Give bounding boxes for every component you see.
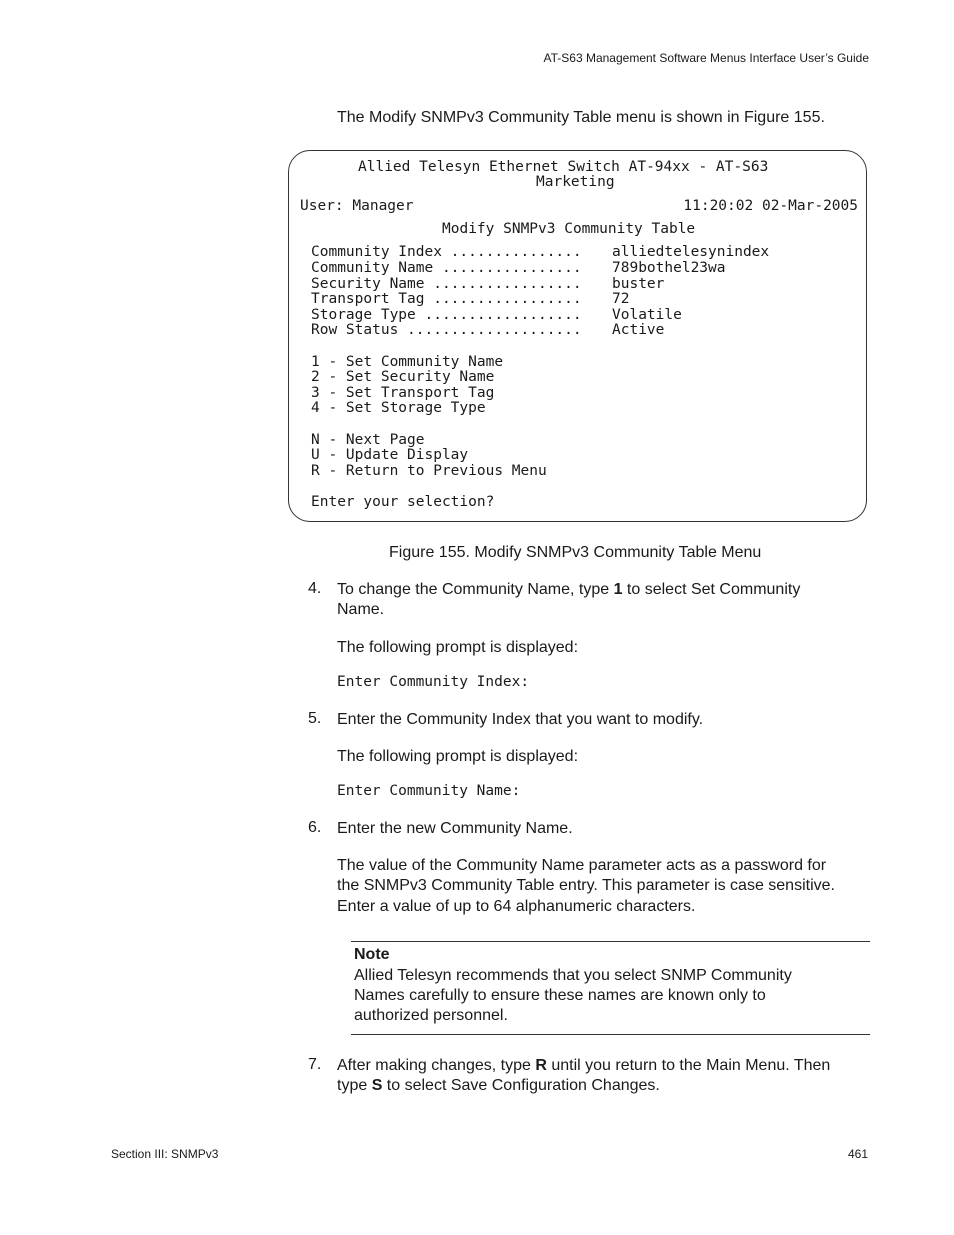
note-line: Allied Telesyn recommends that you select SNMP Community [354,967,792,984]
field-label: Row Status .................... [311,322,582,338]
nav-option[interactable]: U - Update Display [311,447,469,463]
note-line: Names carefully to ensure these names are known only to [354,987,766,1004]
nav-option[interactable]: R - Return to Previous Menu [311,463,547,479]
step-4-text-part: To change the Community Name, type [337,581,614,598]
step-7-text-part: type [337,1077,372,1094]
field-value: buster [612,276,665,292]
footer-section: Section III: SNMPv3 [111,1147,219,1161]
menu-option[interactable]: 4 - Set Storage Type [311,400,486,416]
field-label: Community Index ............... [311,244,582,260]
screen-timestamp: 11:20:02 02-Mar-2005 [683,198,858,214]
step-7-text [337,1056,830,1076]
step-7-text-part: until you return to the Main Menu. Then [546,1057,831,1074]
field-value: alliedtelesynindex [612,244,770,260]
terminal-screen [288,150,867,522]
figure-caption: Figure 155. Modify SNMPv3 Community Table Menu [389,544,762,561]
selection-prompt[interactable]: Enter your selection? [311,494,495,510]
step-7-text-line2 [337,1076,660,1096]
menu-option[interactable]: 2 - Set Security Name [311,369,495,385]
step-4-text-line2: Name. [337,601,385,618]
step-4-text-part: to select Set Community [622,581,801,598]
note-top-rule [351,941,870,942]
screen-title: Allied Telesyn Ethernet Switch AT-94xx - AT-S63 [358,159,769,175]
step-number: 7. [308,1056,322,1073]
note-line: authorized personnel. [354,1007,508,1024]
nav-option[interactable]: N - Next Page [311,432,425,448]
note-title: Note [354,946,390,963]
paragraph-line: the SNMPv3 Community Table entry. This parameter is case sensitive. [337,877,835,894]
field-label: Storage Type .................. [311,307,582,323]
step-5-text: Enter the Community Index that you want to modify. [337,711,704,728]
field-value: 789bothel23wa [612,260,726,276]
field-value: Active [612,322,665,338]
step-7-text-part: to select Save Configuration Changes. [382,1077,660,1094]
screen-user: User: Manager [300,198,414,214]
step-number: 6. [308,819,322,836]
prompt-note: The following prompt is displayed: [337,639,579,656]
field-label: Security Name ................. [311,276,582,292]
page-number: 461 [847,1147,868,1161]
step-7-text-part: After making changes, type [337,1057,536,1074]
field-label: Community Name ................ [311,260,582,276]
step-number: 4. [308,580,322,597]
paragraph-line: Enter a value of up to 64 alphanumeric characters. [337,898,696,915]
field-label: Transport Tag ................. [311,291,582,307]
step-4-key: 1 [613,581,623,598]
step-7-key: R [535,1057,547,1074]
prompt-note: The following prompt is displayed: [337,748,579,765]
menu-option[interactable]: 3 - Set Transport Tag [311,385,495,401]
screen-subtitle: Marketing [536,174,615,190]
field-value: Volatile [612,307,682,323]
note-bottom-rule [351,1034,870,1035]
field-value: 72 [612,291,630,307]
intro-text: The Modify SNMPv3 Community Table menu is shown in Figure 155. [337,109,825,126]
code-prompt: Enter Community Name: [337,783,521,799]
step-6-text: Enter the new Community Name. [337,820,573,837]
step-7-key: S [371,1077,383,1094]
code-prompt: Enter Community Index: [337,674,530,690]
step-number: 5. [308,710,322,727]
screen-menu-title: Modify SNMPv3 Community Table [442,221,696,237]
running-header: AT-S63 Management Software Menus Interface User’s Guide [543,51,869,65]
step-4-text [337,580,800,600]
menu-option[interactable]: 1 - Set Community Name [311,354,504,370]
paragraph-line: The value of the Community Name parameter acts as a password for [337,857,827,874]
